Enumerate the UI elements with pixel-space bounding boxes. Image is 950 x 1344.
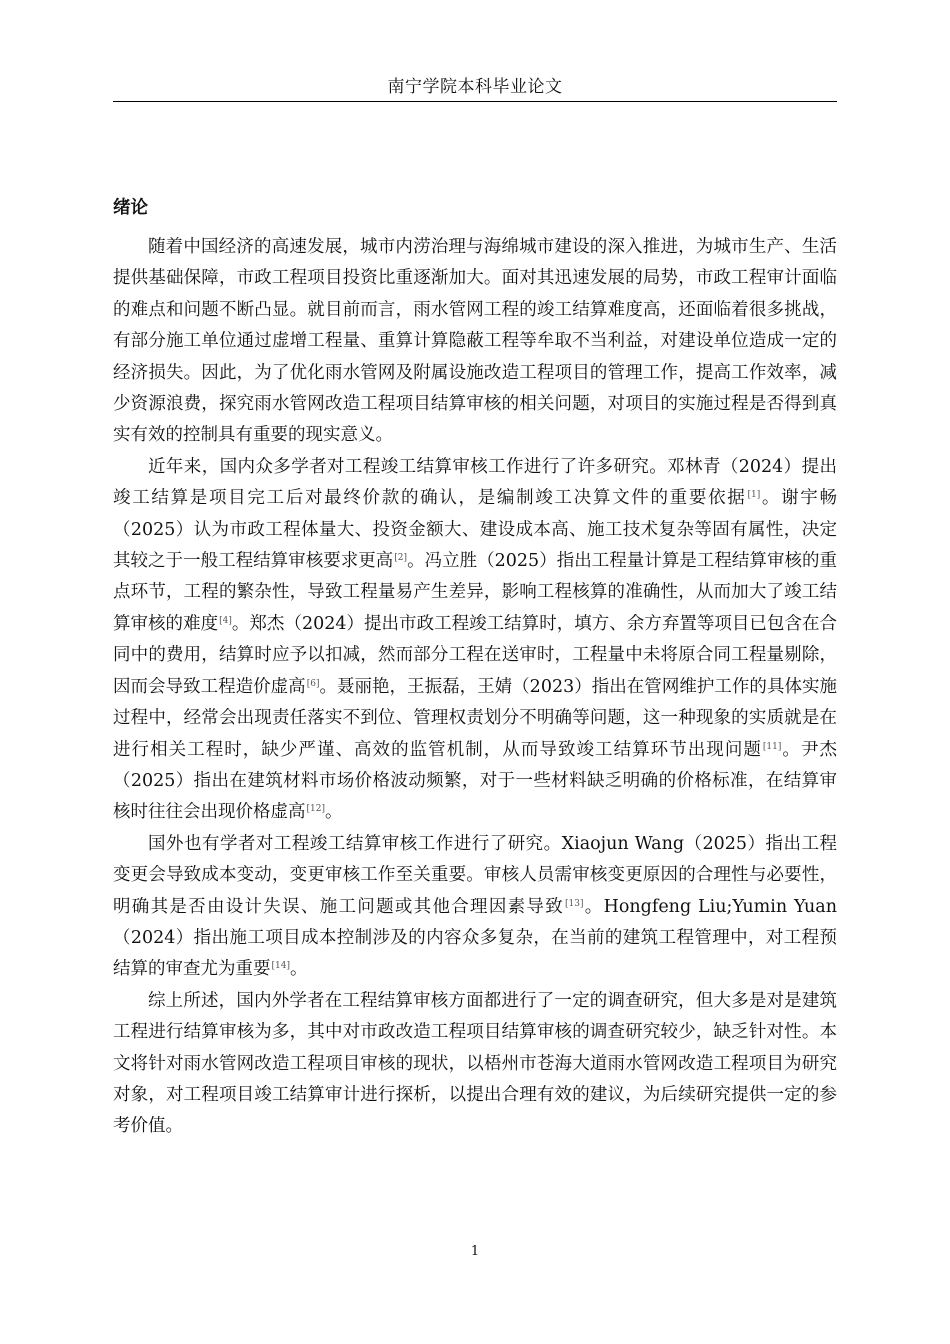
citation-marker: [11] bbox=[762, 741, 782, 752]
paragraph-text: 。谢宇畅（2025）认为市政工程体量大、投资金额大、建设成本高、施工技术复杂等固有属性，决定其较之于一般工程结算审核要求更高 bbox=[113, 488, 838, 572]
page-header: 南宁学院本科毕业论文 bbox=[387, 77, 563, 97]
paragraph bbox=[113, 452, 837, 829]
paragraph-text: 近年来，国内众多学者对工程竣工结算审核工作进行了许多研究。邓林青（2024）提出竣工结算是项目完工后对最终价款的确认，是编制竣工决算文件的重要依据 bbox=[113, 456, 837, 509]
paragraph-text: 。郑杰（2024）提出市政工程竣工结算时，填方、余方弃置等项目已包含在合同中的费用，结算时应予以扣减，然而部分工程在送审时，工程量中未将原合同工程量剔除，因而会导致工程造价虚高 bbox=[113, 613, 837, 697]
paragraph bbox=[113, 986, 837, 1143]
citation-marker: [1] bbox=[747, 490, 761, 501]
citation-marker: [4] bbox=[219, 615, 232, 626]
section-title: 绪论 bbox=[113, 198, 148, 218]
paragraph bbox=[113, 829, 837, 986]
citation-marker: [6] bbox=[306, 678, 320, 689]
paragraph bbox=[113, 232, 837, 452]
paragraph-text: 。 bbox=[324, 802, 343, 823]
paragraph-text: 。 bbox=[289, 959, 308, 980]
citation-marker: [13] bbox=[565, 898, 584, 909]
page-number: 1 bbox=[470, 1244, 480, 1259]
paragraph-text: 随着中国经济的高速发展，城市内涝治理与海绵城市建设的深入推进，为城市生产、生活提供基础保障，市政工程项目投资比重逐渐加大。面对其迅速发展的局势，市政工程审计面临的难点和问题不断凸显。就目前而言，雨水管网工程的竣工结算难度高，还面临着很多挑战，有部分施工单位通过虚增工程量、重算计算隐蔽工程等牟取不当利益，对建设单位造成一定的经济损失。因此，为了优化雨水管网及附属设施改造工程项目的管理工作，提高工作效率，减少资源浪费，探究雨水管网改造工程项目结算审核的相关问题，对项目的实施过程是否得到真实有效的控制具有重要的现实意义。 bbox=[113, 237, 837, 446]
paragraph-text: 国外也有学者对工程竣工结算审核工作进行了研究。Xiaojun Wang（2025）指出工程变更会导致成本变动，变更审核工作至关重要。审核人员需审核变更原因的合理性与必要性，明确其是否由设计失误、施工问题或其他合理因素导致 bbox=[113, 833, 837, 917]
paragraph-text: 。聂丽艳，王振磊，王婧（2023）指出在管网维护工作的具体实施过程中，经常会出现责任落实不到位、管理权责划分不明确等问题，这一种现象的实质就是在进行相关工程时，缺少严谨、高效的监管机制，从而导致竣工结算环节出现问题 bbox=[113, 676, 837, 760]
body-text bbox=[113, 232, 837, 1143]
paragraph-text: 综上所述，国内外学者在工程结算审核方面都进行了一定的调查研究，但大多是对是建筑工程进行结算审核为多，其中对市政改造工程项目结算审核的调查研究较少，缺乏针对性。本文将针对雨水管网改造工程项目审核的现状，以梧州市苍海大道雨水管网改造工程项目为研究对象，对工程项目竣工结算审计进行探析，以提出合理有效的建议，为后续研究提供一定的参考价值。 bbox=[113, 990, 837, 1137]
citation-marker: [2] bbox=[394, 553, 408, 564]
paragraph-text: 。Hongfeng Liu;Yumin Yuan（2024）指出施工项目成本控制涉及的内容众多复杂，在当前的建筑工程管理中，对工程预结算的审查尤为重要 bbox=[113, 896, 838, 980]
citation-marker: [12] bbox=[306, 804, 325, 815]
header-rule bbox=[113, 101, 837, 102]
citation-marker: [14] bbox=[271, 961, 290, 972]
paragraph-text: 。尹杰（2025）指出在建筑材料市场价格波动频繁，对于一些材料缺乏明确的价格标准，在结算审核时往往会出现价格虚高 bbox=[113, 739, 838, 823]
paragraph-text: 。冯立胜（2025）指出工程量计算是工程结算审核的重点环节，工程的繁杂性，导致工程量易产生差异，影响工程核算的准确性，从而加大了竣工结算审核的难度 bbox=[113, 551, 837, 634]
